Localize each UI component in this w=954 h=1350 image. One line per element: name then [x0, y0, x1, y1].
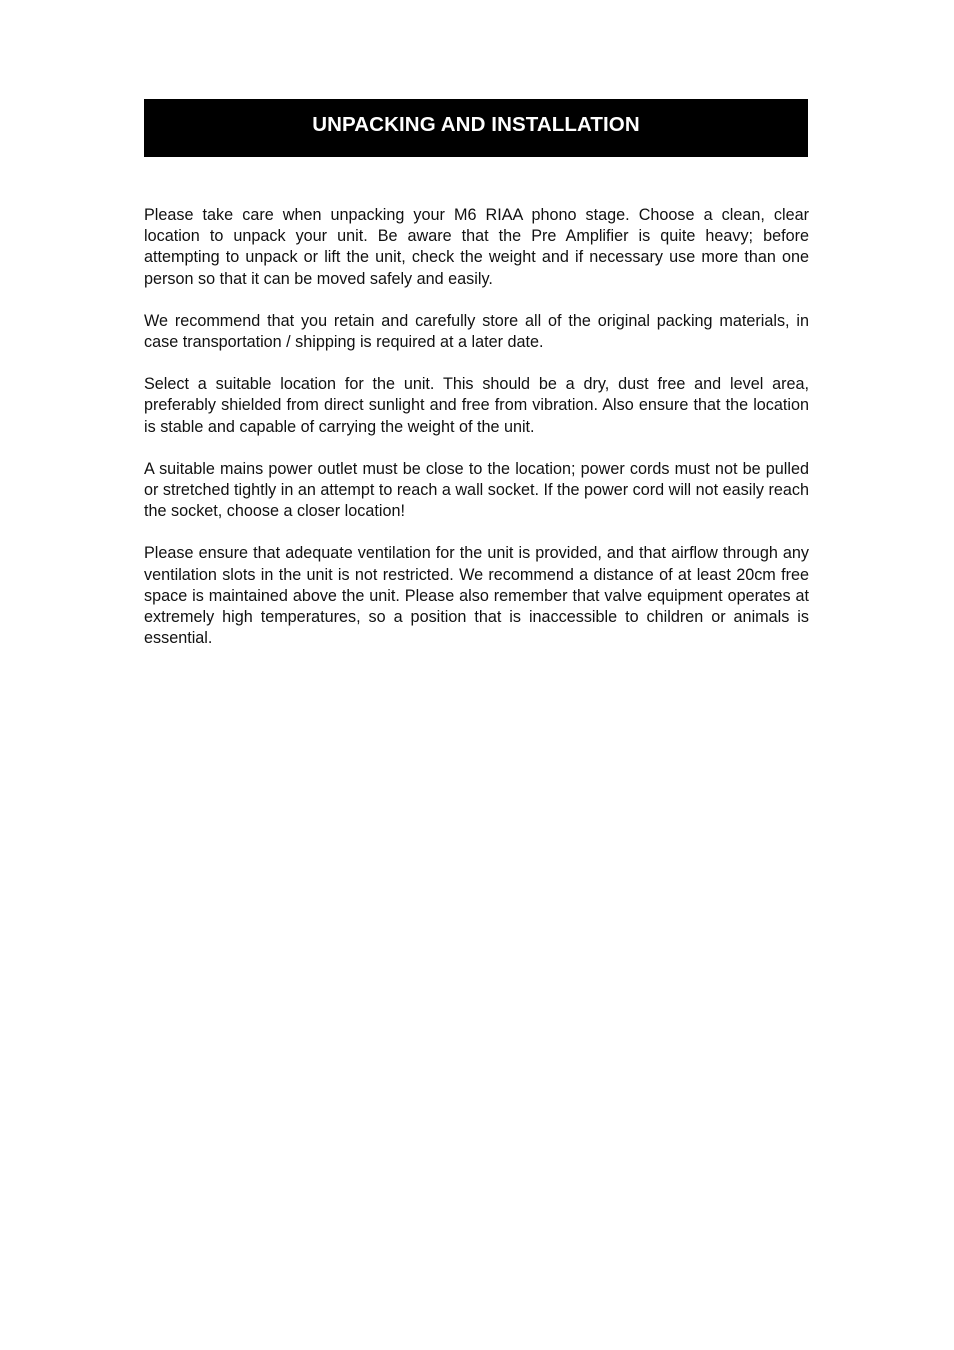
paragraph-unpacking: Please take care when unpacking your M6 RIAA phono stage. Choose a clean, clear location to unpack your unit. Be aware that the Pre Amplifier is quite heavy; before attempting to unpack or lift the unit, check the weight and if necessary use more than one person so that it can be moved safely and easily. — [144, 206, 809, 288]
paragraph-location: Select a suitable location for the unit. This should be a dry, dust free and level area, preferably shielded from direct sunlight and free from vibration. Also ensure that the location is stable and capable of carrying the weight of the unit. — [144, 375, 809, 436]
paragraph-packing-materials: We recommend that you retain and carefully store all of the original packing materials, in case transportation / shipping is required at a later date. — [144, 311, 809, 352]
section-heading-bar — [144, 99, 808, 157]
section-heading: UNPACKING AND INSTALLATION — [312, 112, 640, 136]
paragraph-power-outlet: A suitable mains power outlet must be close to the location; power cords must not be pulled or stretched tightly in an attempt to reach a wall socket. If the power cord will not easily reach the socket, choose a closer location! — [144, 459, 809, 521]
body-text — [144, 205, 809, 670]
paragraph-ventilation: Please ensure that adequate ventilation for the unit is provided, and that airflow through any ventilation slots in the unit is not restricted. We recommend a distance of at least 20cm free space is maintained above the unit. Please also remember that valve equipment operates at extremely high temperatures, so a position that is inaccessible to children or animals is essential. — [144, 544, 809, 648]
